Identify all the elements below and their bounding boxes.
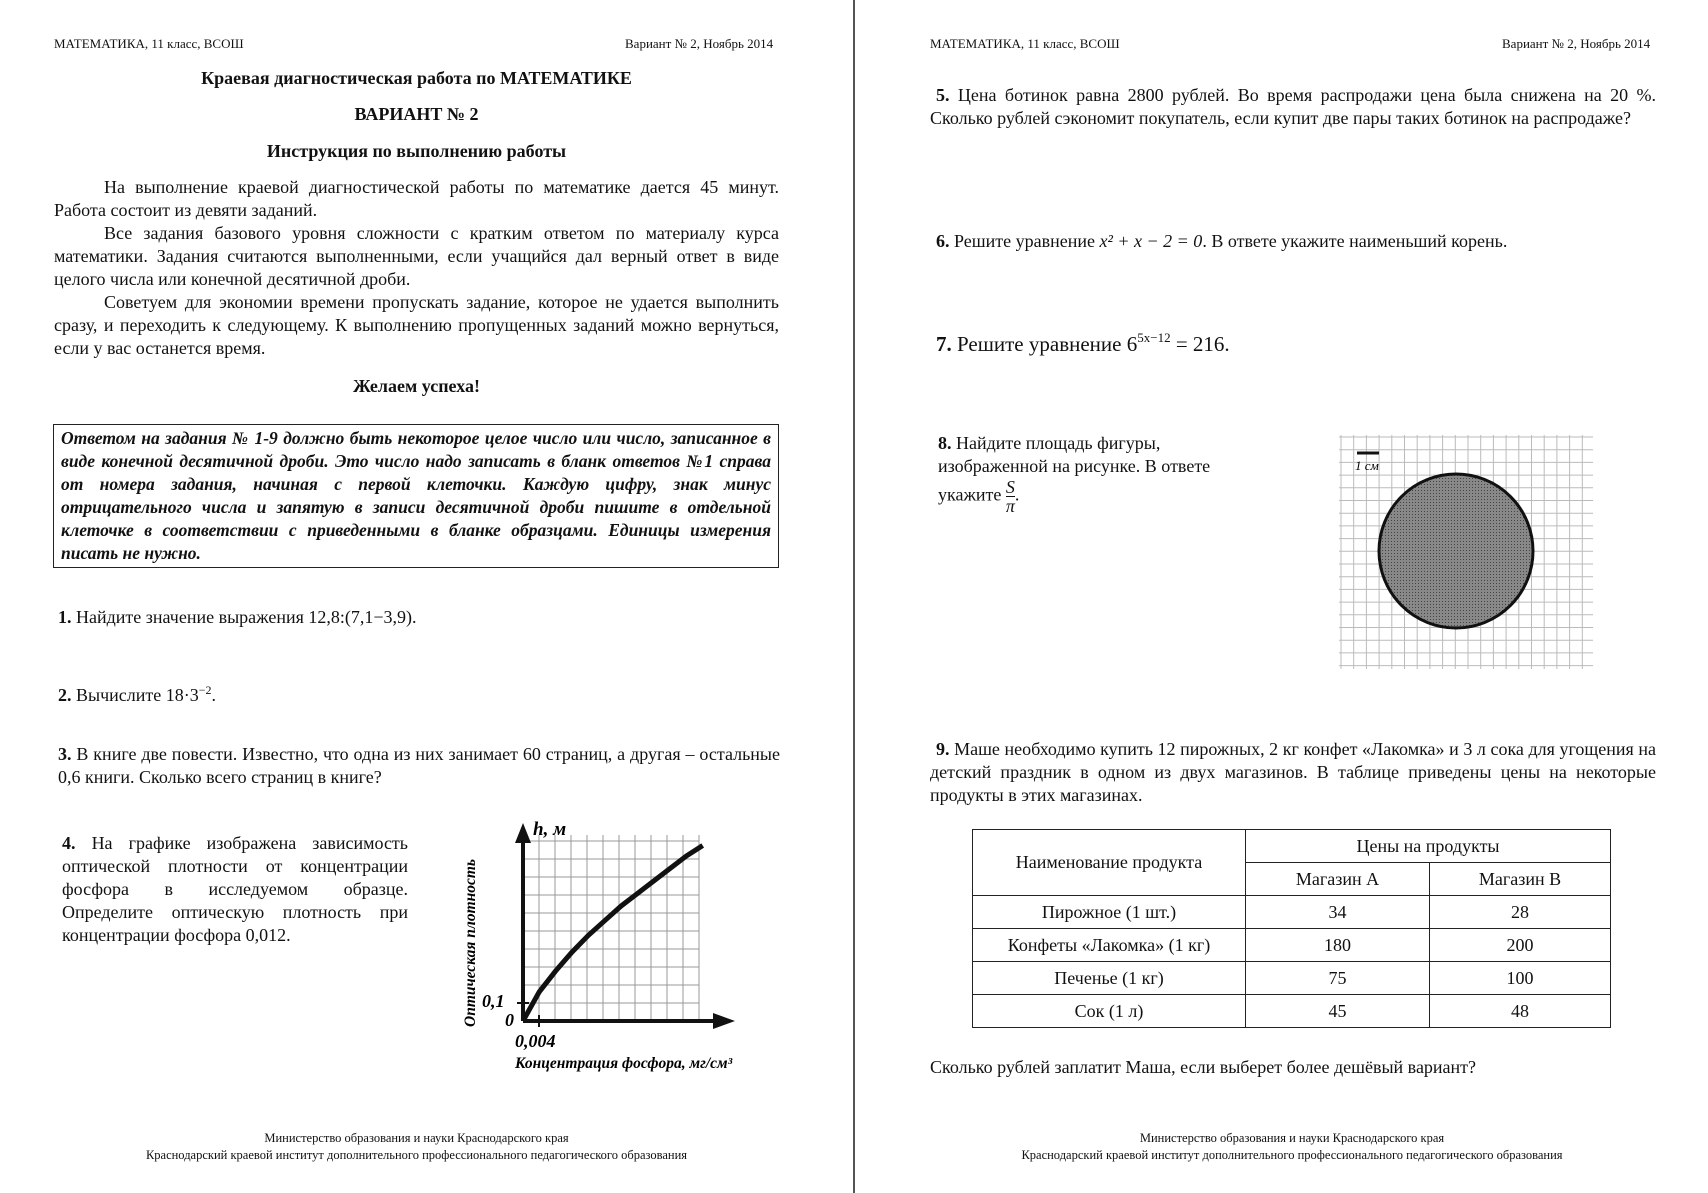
punct: . xyxy=(211,685,217,705)
header-left: МАТЕМАТИКА, 11 класс, ВСОШ xyxy=(930,36,1120,51)
col-header-shop-b: Магазин В xyxy=(1430,863,1611,896)
col-header-shop-a: Магазин А xyxy=(1246,863,1430,896)
task-number: 2. xyxy=(58,685,72,705)
task-text: = 216. xyxy=(1175,332,1230,356)
task-1 xyxy=(58,606,417,629)
density-chart xyxy=(455,815,775,1085)
cell: 48 xyxy=(1430,995,1611,1028)
header-left: МАТЕМАТИКА, 11 класс, ВСОШ xyxy=(54,36,244,51)
y-axis-title: Оптическая плотность xyxy=(462,858,479,1027)
task-text: Найдите значение выражения xyxy=(76,607,304,627)
task-number: 5. xyxy=(936,85,950,105)
cell: 45 xyxy=(1246,995,1430,1028)
exponent: −2 xyxy=(198,683,212,697)
task-text: В книге две повести. Известно, что одна из них занимает 60 страниц, а другая – остальные 0,6 книги. Сколько всего страниц в книге? xyxy=(58,744,781,787)
instruction-paragraph: Все задания базового уровня сложности с кратким ответом по материалу курса математики. Задания считаются выполненными, если учащийся дал верный ответ в виде целого числа или конечной десятичной дроби. xyxy=(54,223,779,289)
task-5 xyxy=(930,84,1656,130)
task-2 xyxy=(58,679,216,707)
task-number: 4. xyxy=(62,833,76,853)
footer-ministry: Министерство образования и науки Краснодарского края xyxy=(264,1131,569,1145)
x-tick-label: 0,004 xyxy=(515,1031,556,1051)
header-right: Вариант № 2, Ноябрь 2014 xyxy=(1502,36,1651,51)
circle-shape xyxy=(1379,474,1533,628)
task-expression: 12,8:(7,1−3,9). xyxy=(308,607,417,627)
denominator: π xyxy=(1005,496,1015,516)
task-text: Маше необходимо купить 12 пирожных, 2 кг конфет «Лакомка» и 3 л сока для угощения на детский праздник в одном из двух магазинов. В таблице приведены цены на некоторые продукты в этих магазинах. xyxy=(930,739,1656,805)
y-tick-label: 0,1 xyxy=(482,991,505,1011)
task-text: Решите уравнение xyxy=(954,231,1095,251)
origin-label: 0 xyxy=(505,1010,514,1030)
task-expression: 18·3 xyxy=(165,685,199,705)
wish-text: Желаем успеха! xyxy=(353,376,480,396)
task-text: Решите уравнение xyxy=(957,332,1122,356)
footer-institute: Краснодарский краевой институт дополнительного профессионального педагогического образования xyxy=(145,1148,688,1162)
answer-instructions-box: Ответом на задания № 1-9 должно быть некоторое целое число или число, записанное в виде конечной десятичной дроби. Это число надо записать в бланк ответов №1 справа от номера задания, начиная с первой клеточки. Каждую цифру, знак минус отрицательного числа и запятую в записи десятичной дроби пишите в отдельной клеточке в соответствии с приведенными в бланке образцами. Единицы измерения писать не нужно. xyxy=(53,424,779,568)
y-axis-arrow-icon xyxy=(515,823,531,843)
cell: 180 xyxy=(1246,929,1430,962)
cell: 28 xyxy=(1430,896,1611,929)
base: 6 xyxy=(1126,332,1138,356)
exponent: 5x−12 xyxy=(1137,330,1171,345)
task-number: 1. xyxy=(58,607,72,627)
task-number: 6. xyxy=(936,231,950,251)
header-right: Вариант № 2, Ноябрь 2014 xyxy=(625,36,774,51)
instruction-paragraph: Советуем для экономии времени пропускать задание, которое не удается выполнить сразу, и переходить к следующему. К выполнению пропущенных заданий можно вернуться, если у вас останется время. xyxy=(54,292,779,358)
task-7 xyxy=(936,330,1230,357)
table-row xyxy=(973,995,1611,1028)
cell: Сок (1 л) xyxy=(973,995,1246,1028)
numerator: S xyxy=(1005,477,1015,497)
task-text: На графике изображена зависимость оптической плотности от концентрации фосфора в исследуемом образце. Определите оптическую плотность при концентрации фосфора 0,012. xyxy=(62,833,409,945)
fraction xyxy=(1006,478,1015,515)
prices-table xyxy=(972,829,1611,1028)
cell: Печенье (1 кг) xyxy=(973,962,1246,995)
task-number: 7. xyxy=(936,332,952,356)
task-6 xyxy=(936,230,1507,253)
cell: Пирожное (1 шт.) xyxy=(973,896,1246,929)
page-divider xyxy=(853,0,855,1193)
task-text: Найдите площадь фигуры, изображенной на рисунке. В ответе укажите xyxy=(938,433,1211,505)
x-axis-title: Концентрация фосфора, мг/см³ xyxy=(515,1055,733,1072)
task-9-question: Сколько рублей заплатит Маша, если выберет более дешёвый вариант? xyxy=(930,1057,1477,1077)
task-4 xyxy=(62,832,408,947)
footer-ministry: Министерство образования и науки Краснодарского края xyxy=(1139,1131,1445,1145)
doc-title: Краевая диагностическая работа по МАТЕМАТИКЕ xyxy=(201,68,632,88)
col-header-prices: Цены на продукты xyxy=(1246,830,1611,863)
task-number: 3. xyxy=(58,744,72,764)
cell: 34 xyxy=(1246,896,1430,929)
cell: 100 xyxy=(1430,962,1611,995)
variant-title: ВАРИАНТ № 2 xyxy=(354,104,479,124)
col-header-product: Наименование продукта xyxy=(973,830,1246,896)
equation: x² + x − 2 = 0 xyxy=(1099,231,1203,251)
circle-figure xyxy=(1337,433,1595,671)
task-text: Вычислите xyxy=(76,685,162,705)
y-unit-label: h, м xyxy=(533,819,567,840)
x-axis-arrow-icon xyxy=(713,1013,735,1029)
cell: Конфеты «Лакомка» (1 кг) xyxy=(973,929,1246,962)
instructions-title: Инструкция по выполнению работы xyxy=(266,141,567,161)
task-text: . В ответе укажите наименьший корень. xyxy=(1202,231,1508,251)
density-curve xyxy=(523,846,703,1022)
task-9 xyxy=(930,738,1656,807)
cell: 200 xyxy=(1430,929,1611,962)
task-3 xyxy=(58,743,780,789)
footer-institute: Краснодарский краевой институт дополнительного профессионального педагогического образования xyxy=(1021,1148,1563,1162)
table-row xyxy=(973,962,1611,995)
scale-label: 1 см xyxy=(1355,458,1379,473)
instruction-paragraph: На выполнение краевой диагностической работы по математике дается 45 минут. Работа состоит из девяти заданий. xyxy=(54,177,779,220)
cell: 75 xyxy=(1246,962,1430,995)
task-number: 9. xyxy=(936,739,950,759)
table-row xyxy=(973,929,1611,962)
table-row xyxy=(973,896,1611,929)
task-8: 8. Найдите площадь фигуры, изображенной на рисунке. В ответе укажите $\frac{S}{\pi}$ . xyxy=(938,433,1211,516)
task-number: 8. xyxy=(938,433,952,453)
task-text: Цена ботинок равна 2800 рублей. Во время распродажи цена была снижена на 20 %. Сколько рублей сэкономит покупатель, если купит две пары таких ботинок на распродаже? xyxy=(930,85,1657,128)
